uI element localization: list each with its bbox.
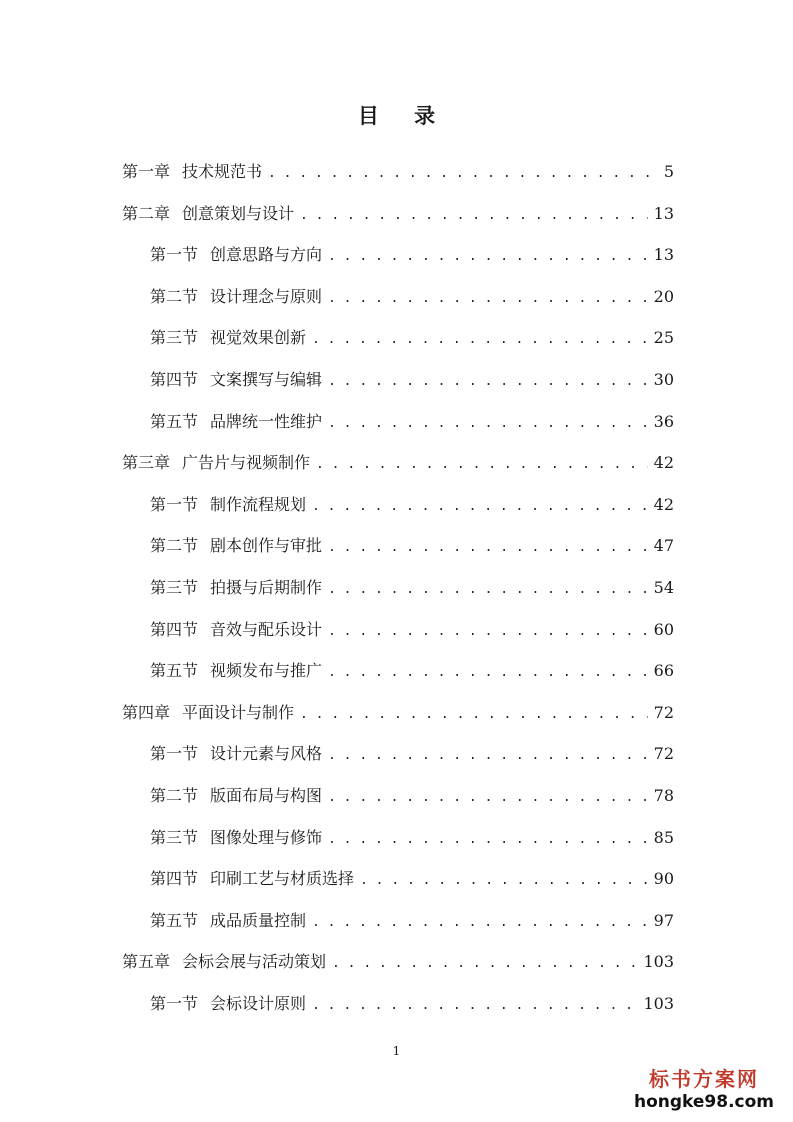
toc-dot-leader (328, 287, 648, 309)
toc-dot-leader (312, 911, 648, 933)
toc-entry-page: 103 (643, 952, 674, 972)
toc-entry-number: 第三节 (150, 827, 199, 847)
toc-dot-leader (328, 828, 648, 850)
toc-section-row[interactable] (150, 784, 674, 808)
toc-entry-title: 剧本创作与审批 (210, 536, 323, 556)
toc-entry-number: 第三节 (150, 328, 199, 348)
toc-dot-leader (268, 162, 658, 184)
toc-dot-leader (312, 328, 648, 350)
toc-dot-leader (328, 661, 648, 683)
toc-section-row[interactable] (150, 826, 674, 850)
toc-entry-page: 90 (653, 869, 674, 889)
toc-dot-leader (300, 703, 648, 725)
watermark-text: 标书方案网 (649, 1067, 759, 1091)
toc-entry-title: 印刷工艺与材质选择 (210, 869, 355, 889)
toc-entry-title: 图像处理与修饰 (210, 827, 323, 847)
toc-entry-number: 第四节 (150, 869, 199, 889)
toc-entry-title: 会标会展与活动策划 (182, 952, 327, 972)
toc-entry-page: 25 (653, 328, 674, 348)
toc-entry-page: 54 (653, 578, 674, 597)
toc-entry-page: 66 (653, 661, 674, 681)
page-title: 目 录 (357, 103, 450, 128)
toc-entry-title: 创意策划与设计 (182, 203, 295, 223)
toc-entry-number: 第三章 (122, 453, 171, 473)
toc-section-row[interactable] (150, 909, 674, 933)
toc-entry-page: 20 (653, 286, 674, 306)
toc-dot-leader (328, 578, 648, 600)
toc-entry-title: 创意思路与方向 (210, 245, 323, 265)
toc-dot-leader (360, 869, 648, 891)
toc-entry-page: 5 (663, 162, 674, 181)
toc-entry-page: 42 (653, 494, 674, 514)
toc-entry-title: 设计理念与原则 (210, 286, 323, 306)
toc-section-row[interactable] (150, 243, 674, 267)
toc-entry-title: 版面布局与构图 (210, 786, 323, 805)
toc-section-row[interactable] (150, 618, 674, 642)
toc-entry-number: 第四节 (150, 370, 199, 389)
toc-entry-number: 第四章 (122, 702, 171, 722)
toc-chapter-row[interactable] (122, 451, 674, 475)
toc-entry-number: 第二章 (122, 203, 171, 223)
toc-entry-number: 第一节 (150, 245, 199, 265)
toc-section-row[interactable] (150, 285, 674, 309)
toc-entry-title: 品牌统一性维护 (210, 411, 323, 431)
toc-entry-number: 第一节 (150, 994, 199, 1013)
toc-entry-number: 第四节 (150, 619, 199, 639)
toc-entry-title: 成品质量控制 (210, 910, 307, 930)
toc-entry-number: 第三节 (150, 578, 199, 597)
watermark-url: hongke98.com (633, 1092, 775, 1112)
toc-dot-leader (328, 412, 648, 434)
toc-entry-title: 制作流程规划 (210, 494, 307, 514)
toc-entry-page: 30 (653, 370, 674, 389)
toc-chapter-row[interactable] (122, 950, 674, 974)
toc-entry-title: 平面设计与制作 (182, 702, 295, 722)
toc-entry-page: 97 (653, 910, 674, 930)
toc-section-row[interactable] (150, 410, 674, 434)
toc-section-row[interactable] (150, 493, 674, 517)
toc-dot-leader (316, 453, 648, 475)
toc-chapter-row[interactable] (122, 160, 674, 184)
toc-entry-number: 第五节 (150, 661, 199, 681)
toc-entry-number: 第二节 (150, 286, 199, 306)
toc-dot-leader (312, 994, 637, 1016)
toc-entry-title: 设计元素与风格 (210, 744, 323, 764)
toc-entry-page: 13 (653, 245, 674, 265)
toc-entry-number: 第二节 (150, 536, 199, 556)
toc-entry-number: 第一节 (150, 494, 199, 514)
toc-entry-number: 第五节 (150, 910, 199, 930)
toc-section-row[interactable] (150, 368, 674, 392)
page-number: 1 (392, 1044, 401, 1058)
toc-dot-leader (300, 204, 648, 226)
watermark-logo (629, 1066, 779, 1112)
toc-entry-title: 文案撰写与编辑 (210, 370, 323, 389)
toc-entry-number: 第一节 (150, 744, 199, 764)
toc-entry-page: 72 (653, 702, 674, 722)
toc-section-row[interactable] (150, 534, 674, 558)
toc-dot-leader (332, 952, 637, 974)
toc-section-row[interactable] (150, 659, 674, 683)
toc-dot-leader (328, 370, 648, 392)
toc-entry-title: 音效与配乐设计 (210, 619, 323, 639)
toc-chapter-row[interactable] (122, 202, 674, 226)
toc-entry-title: 视觉效果创新 (210, 328, 307, 348)
toc-dot-leader (328, 620, 648, 642)
toc-dot-leader (328, 786, 648, 808)
toc-entry-page: 13 (653, 203, 674, 223)
toc-entry-title: 广告片与视频制作 (182, 453, 311, 473)
toc-section-row[interactable] (150, 742, 674, 766)
toc-entry-number: 第五章 (122, 952, 171, 972)
toc-section-row[interactable] (150, 867, 674, 891)
toc-section-row[interactable] (150, 576, 674, 600)
toc-dot-leader (328, 245, 648, 267)
toc-dot-leader (312, 495, 648, 517)
toc-dot-leader (328, 744, 648, 766)
toc-chapter-row[interactable] (122, 701, 674, 725)
toc-entry-title: 会标设计原则 (210, 994, 307, 1013)
toc-entry-page: 72 (653, 744, 674, 764)
toc-dot-leader (328, 536, 648, 558)
toc-entry-page: 36 (653, 411, 674, 431)
toc-entry-page: 85 (653, 827, 674, 847)
toc-section-row[interactable] (150, 326, 674, 350)
toc-entry-page: 78 (653, 786, 674, 805)
toc-entry-title: 技术规范书 (182, 162, 263, 181)
toc-entry-page: 42 (653, 453, 674, 473)
toc-entry-page: 60 (653, 619, 674, 639)
toc-entry-number: 第一章 (122, 162, 171, 181)
toc-entry-number: 第二节 (150, 786, 199, 805)
toc-entry-page: 47 (653, 536, 674, 556)
toc-section-row[interactable] (150, 992, 674, 1016)
toc-entry-number: 第五节 (150, 411, 199, 431)
toc-entry-page: 103 (643, 994, 674, 1013)
toc-entry-title: 视频发布与推广 (210, 661, 323, 681)
toc-entry-title: 拍摄与后期制作 (210, 578, 323, 597)
